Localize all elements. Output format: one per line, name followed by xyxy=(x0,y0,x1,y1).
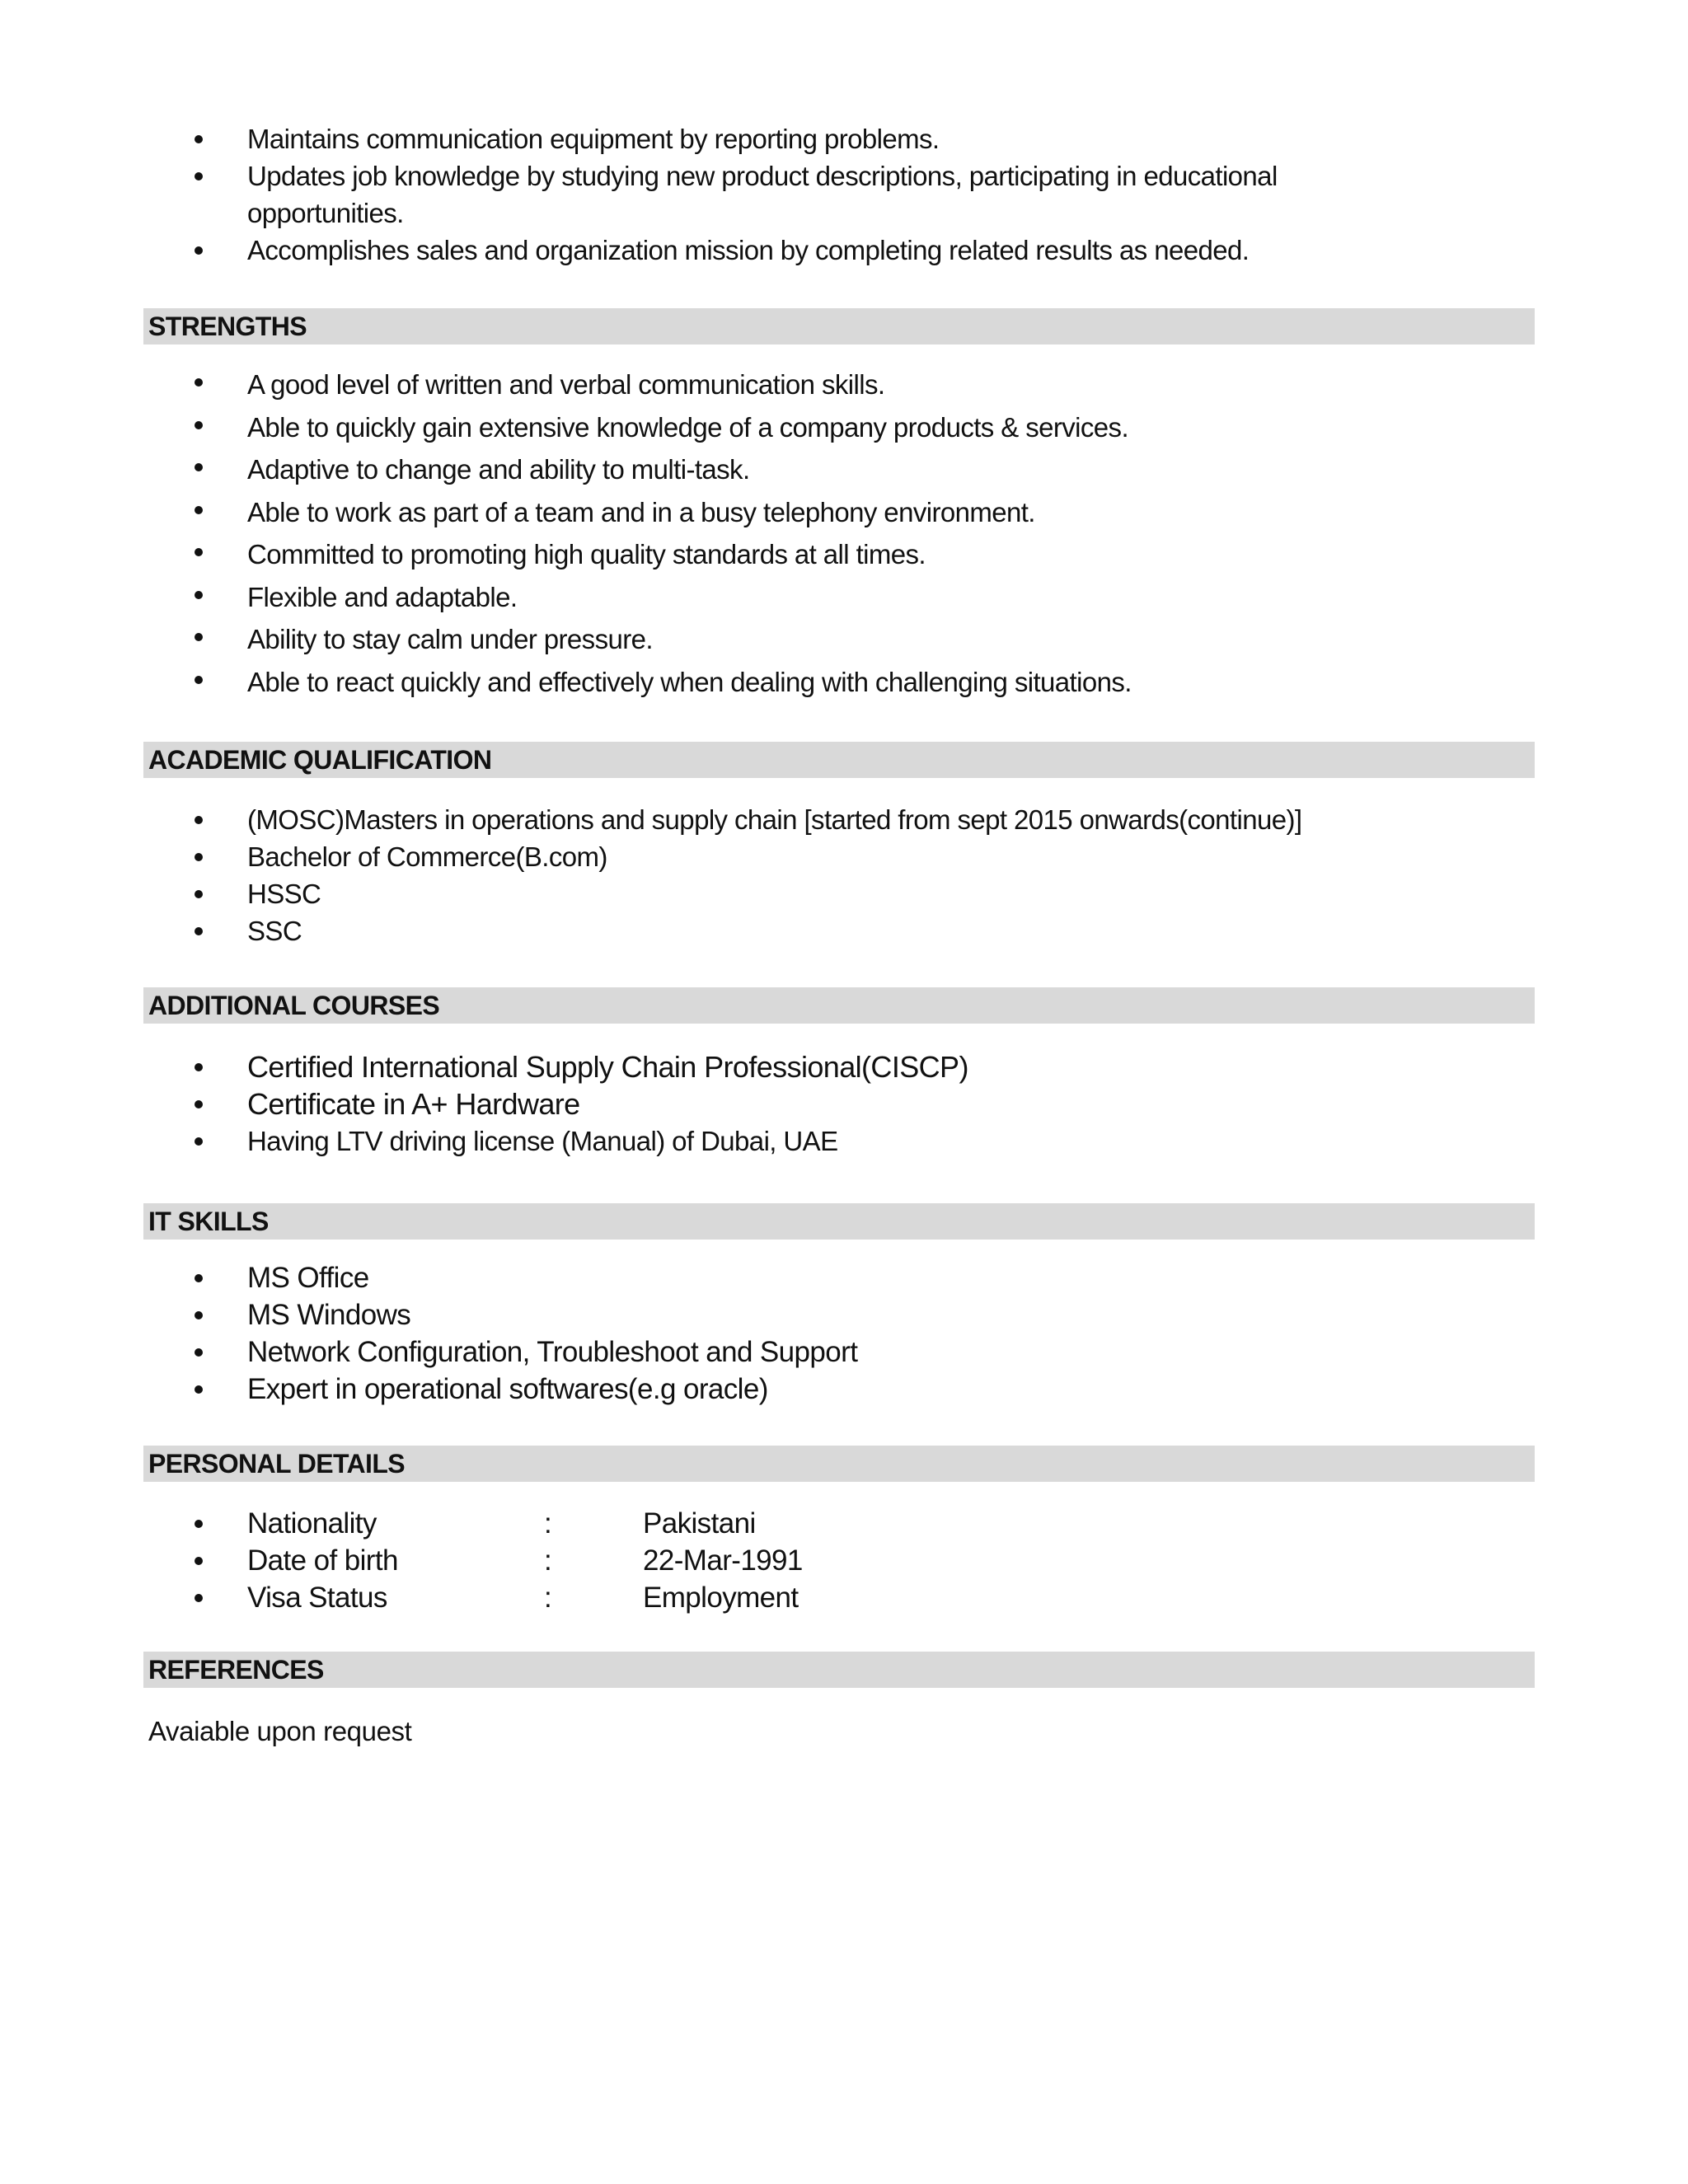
detail-colon: : xyxy=(544,1582,552,1614)
section-header-references xyxy=(143,1652,1535,1688)
bullet-icon xyxy=(195,1274,203,1282)
bullet-icon xyxy=(195,927,203,935)
bullet-icon xyxy=(195,246,203,255)
section-title: PERSONAL DETAILS xyxy=(148,1449,406,1479)
list-item: Flexible and adaptable. xyxy=(195,576,1546,619)
personal-detail-row xyxy=(195,1505,1546,1542)
list-item: Having LTV driving license (Manual) of Dubai, UAE xyxy=(195,1122,1546,1160)
bullet-icon xyxy=(195,1063,203,1071)
section-title: ADDITIONAL COURSES xyxy=(148,991,440,1020)
section-title: REFERENCES xyxy=(148,1655,324,1685)
section-title: ACADEMIC QUALIFICATION xyxy=(148,745,492,775)
bullet-icon xyxy=(195,1594,203,1602)
strengths-list xyxy=(195,363,1546,703)
list-item: Adaptive to change and ability to multi-task. xyxy=(195,448,1546,491)
it-skills-list xyxy=(195,1259,1546,1408)
bullet-icon xyxy=(195,1311,203,1319)
section-header-courses xyxy=(143,987,1535,1024)
detail-colon: : xyxy=(544,1544,552,1577)
detail-label: Date of birth xyxy=(247,1544,398,1577)
bullet-icon xyxy=(195,1520,203,1528)
bullet-icon xyxy=(195,378,203,387)
bullet-icon xyxy=(195,421,203,429)
bullet-icon xyxy=(195,1348,203,1357)
section-title: STRENGTHS xyxy=(148,312,307,341)
academic-list xyxy=(195,801,1546,949)
list-item: Able to react quickly and effectively when dealing with challenging situations. xyxy=(195,661,1546,704)
bullet-icon xyxy=(195,1557,203,1565)
list-item: MS Office xyxy=(195,1259,1546,1296)
detail-label: Visa Status xyxy=(247,1582,387,1614)
detail-label: Nationality xyxy=(247,1507,377,1540)
courses-list xyxy=(195,1048,1546,1160)
bullet-icon xyxy=(195,1100,203,1108)
list-item: Able to quickly gain extensive knowledge of a company products & services. xyxy=(195,406,1546,449)
list-item: Expert in operational softwares(e.g oracle) xyxy=(195,1371,1546,1408)
section-header-personal xyxy=(143,1446,1535,1482)
section-header-strengths xyxy=(143,308,1535,344)
bullet-icon xyxy=(195,816,203,824)
section-header-academic xyxy=(143,742,1535,778)
list-item: HSSC xyxy=(195,875,1546,912)
list-item: Maintains communication equipment by reporting problems. xyxy=(195,120,1546,157)
list-item: Bachelor of Commerce(B.com) xyxy=(195,838,1546,875)
bullet-icon xyxy=(195,591,203,599)
list-item: Certified International Supply Chain Professional(CISCP) xyxy=(195,1048,1546,1085)
bullet-icon xyxy=(195,135,203,143)
personal-detail-row xyxy=(195,1579,1546,1616)
list-item: Accomplishes sales and organization mission by completing related results as needed. xyxy=(195,232,1546,269)
bullet-icon xyxy=(195,463,203,471)
personal-details-list xyxy=(195,1505,1546,1616)
bullet-icon xyxy=(195,548,203,556)
list-item: Updates job knowledge by studying new product descriptions, participating in educational xyxy=(195,157,1546,194)
intro-bullet-list xyxy=(195,120,1546,269)
list-item: Certificate in A+ Hardware xyxy=(195,1085,1546,1122)
list-item: Network Configuration, Troubleshoot and Support xyxy=(195,1333,1546,1371)
section-title: IT SKILLS xyxy=(148,1207,269,1236)
list-item: MS Windows xyxy=(195,1296,1546,1333)
list-item-continuation: opportunities. xyxy=(247,198,404,228)
detail-value: 22-Mar-1991 xyxy=(643,1544,803,1577)
section-header-it-skills xyxy=(143,1203,1535,1240)
list-item: Able to work as part of a team and in a busy telephony environment. xyxy=(195,491,1546,534)
detail-colon: : xyxy=(544,1507,552,1540)
list-item: Ability to stay calm under pressure. xyxy=(195,618,1546,661)
references-text: Avaiable upon request xyxy=(148,1716,412,1746)
detail-value: Employment xyxy=(643,1582,799,1614)
bullet-icon xyxy=(195,853,203,861)
bullet-icon xyxy=(195,1137,203,1146)
detail-value: Pakistani xyxy=(643,1507,756,1540)
bullet-icon xyxy=(195,172,203,180)
bullet-icon xyxy=(195,633,203,641)
bullet-icon xyxy=(195,1385,203,1394)
bullet-icon xyxy=(195,676,203,684)
list-item: Committed to promoting high quality standards at all times. xyxy=(195,533,1546,576)
bullet-icon xyxy=(195,506,203,514)
list-item: (MOSC)Masters in operations and supply chain [started from sept 2015 onwards(continue)] xyxy=(195,801,1546,838)
bullet-icon xyxy=(195,890,203,898)
personal-detail-row xyxy=(195,1542,1546,1579)
list-item: SSC xyxy=(195,912,1546,949)
list-item: A good level of written and verbal communication skills. xyxy=(195,363,1546,406)
